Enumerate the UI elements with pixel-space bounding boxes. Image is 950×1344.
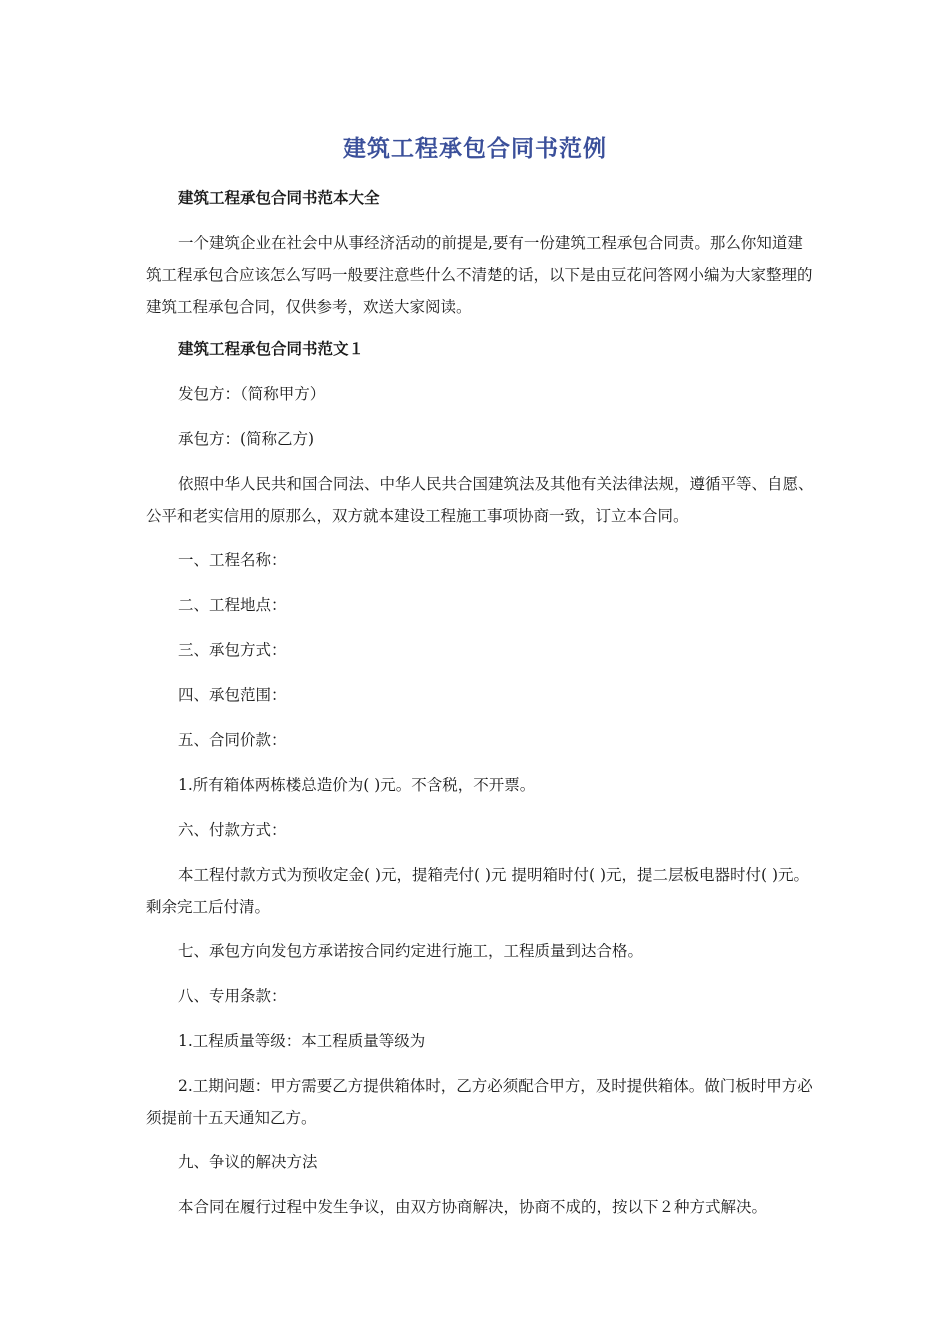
- clause-project-name: 一、工程名称：: [178, 551, 287, 569]
- clause-special-terms: 八、专用条款：: [178, 987, 287, 1005]
- payment-paragraph: 本工程付款方式为预收定金( )元，提箱壳付( )元 提明箱时付( )元，提二层板电器时付( )元。剩余完工后付清。: [146, 866, 810, 916]
- subtitle-heading: 建筑工程承包合同书范本大全: [178, 189, 380, 207]
- clause-contract-scope: 四、承包范围：: [178, 686, 287, 704]
- dispute-paragraph: 本合同在履行过程中发生争议，由双方协商解决，协商不成的，按以下２种方式解决。: [178, 1198, 768, 1216]
- special-term-schedule: 2.工期问题：甲方需要乙方提供箱体时，乙方必须配合甲方，及时提供箱体。做门板时甲方必须提前十五天通知乙方。: [146, 1077, 813, 1127]
- clause-dispute: 九、争议的解决方法: [178, 1153, 318, 1171]
- document-title: 建筑工程承包合同书范例: [343, 136, 607, 162]
- clause-price-detail: 1.所有箱体两栋楼总造价为( )元。不含税，不开票。: [178, 776, 536, 794]
- clause-project-location: 二、工程地点：: [178, 596, 287, 614]
- clause-commitment: 七、承包方向发包方承诺按合同约定进行施工，工程质量到达合格。: [178, 942, 644, 960]
- basis-paragraph: 依照中华人民共和国合同法、中华人民共合国建筑法及其他有关法律法规，遵循平等、自愿、公平和老实信用的原那么，双方就本建设工程施工事项协商一致，订立本合同。: [146, 475, 814, 525]
- clause-contract-price: 五、合同价款：: [178, 731, 287, 749]
- special-term-quality: 1.工程质量等级：本工程质量等级为: [178, 1032, 426, 1050]
- party-a-line: 发包方：（简称甲方）: [178, 385, 326, 403]
- section-heading: 建筑工程承包合同书范文１: [178, 340, 365, 358]
- intro-paragraph: 一个建筑企业在社会中从事经济活动的前提是,要有一份建筑工程承包合同责。那么你知道建筑工程承包合应该怎么写吗一般要注意些什么不清楚的话，以下是由豆花问答网小编为大家整理的建筑工程承包合同，仅供参考，欢送大家阅读。: [146, 234, 813, 316]
- clause-payment-method: 六、付款方式：: [178, 821, 287, 839]
- clause-contract-method: 三、承包方式：: [178, 641, 287, 659]
- party-b-line: 承包方：(简称乙方): [178, 430, 315, 448]
